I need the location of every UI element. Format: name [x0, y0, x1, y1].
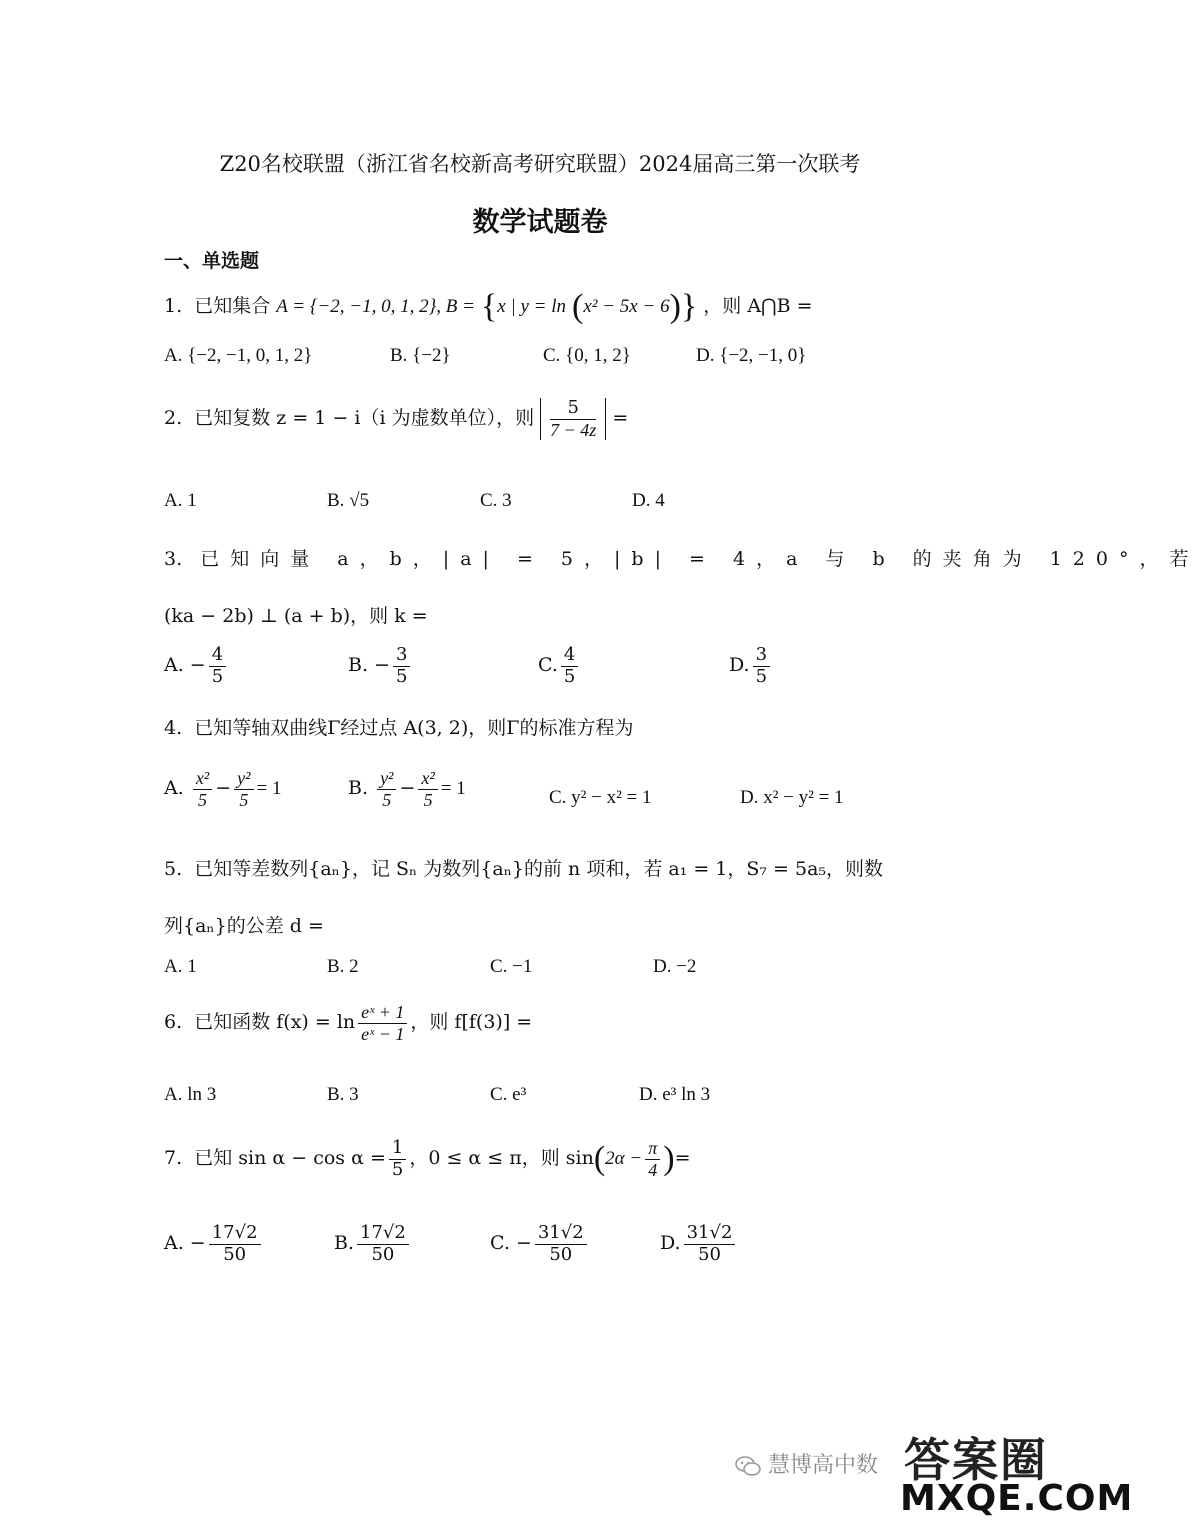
q1-option-b: B. {−2} — [390, 345, 451, 366]
logo-site-text: MXQE.COM — [900, 1478, 1134, 1519]
q6-option-d: D. e³ ln 3 — [639, 1084, 711, 1105]
q6-option-b: B. 3 — [327, 1084, 359, 1105]
q7-option-d: D. $\frac{31√2}{50}$ — [660, 1223, 738, 1265]
question-tail: ，则 f[f(3)] = — [410, 1011, 533, 1034]
q6-option-c: C. e³ — [490, 1084, 527, 1105]
q3-option-c: C. $\frac{4}{5}$ — [538, 645, 581, 687]
q4-option-c: C. y² − x² = 1 — [549, 787, 652, 808]
question-4 — [164, 713, 633, 740]
q3-option-d: D. $\frac{3}{5}$ — [729, 645, 773, 687]
question-2 — [164, 398, 628, 440]
wechat-icon — [734, 1455, 762, 1477]
question-5 — [164, 854, 883, 881]
question-number: 5. — [164, 858, 183, 880]
absolute-value: $\frac{5}{7 - 4z}$ — [540, 398, 606, 440]
question-6: 6. 已知函数 f(x) = ln $\frac{\text{eˣ + 1}}{\text{eˣ − 1}}$ ，则 f[f(3)] = — [164, 1002, 533, 1044]
question-number: 7. — [164, 1147, 183, 1170]
question-3-line-2: (ka − 2b) ⊥ (a + b)，则 k = — [164, 605, 428, 627]
q3-option-b: B. − $\frac{3}{5}$ — [348, 645, 413, 687]
question-stem-line-1: 已知等差数列{aₙ}，记 Sₙ 为数列{aₙ}的前 n 项和，若 a₁ = 1，S₇ = 5a₅，则数 — [194, 858, 884, 880]
logo-brand-text: 答案圈 — [904, 1433, 1048, 1487]
question-number: 6. — [164, 1011, 183, 1034]
question-stem-line-1: 已知向量 a，b，|a| = 5，|b| = 4，a 与 b 的夹角为 120°，若 — [200, 548, 1199, 570]
q5-option-c: C. −1 — [490, 956, 533, 977]
question-stem: 已知复数 z = 1 − i（i 为虚数单位），则 — [194, 407, 535, 430]
set-a: A = {−2, −1, 0, 1, 2}, B = — [276, 296, 475, 317]
q6-option-a: A. ln 3 — [164, 1084, 217, 1105]
question-tail: ，则 A⋂B = — [703, 295, 813, 317]
site-logo — [900, 1420, 1134, 1528]
question-tail: = — [612, 407, 629, 430]
question-5-line-2: 列{aₙ}的公差 d = — [164, 915, 324, 937]
q3-option-a: A. − $\frac{4}{5}$ — [164, 645, 229, 687]
question-number: 1. — [164, 295, 183, 317]
question-3 — [164, 544, 1199, 571]
q5-option-a: A. 1 — [164, 956, 197, 977]
q4-option-d: D. x² − y² = 1 — [740, 787, 844, 808]
q1-option-d: D. {−2, −1, 0} — [696, 345, 807, 366]
question-1: 1. 已知集合 A = {−2, −1, 0, 1, 2}, B = {x | y = ln (x² − 5x − 6)} ，则 A⋂B = — [164, 288, 813, 325]
set-b-expr: x² − 5x − 6 — [583, 296, 670, 317]
wechat-watermark: 慧博高中数 — [734, 1448, 878, 1479]
q2-option-b: B. √5 — [327, 490, 370, 511]
set-b: x | y = ln — [497, 296, 566, 317]
q1-option-a: A. {−2, −1, 0, 1, 2} — [164, 345, 313, 366]
exam-title: 数学试题卷 — [472, 207, 608, 238]
question-stem: 已知 sin α − cos α = — [194, 1147, 386, 1170]
question-number: 2. — [164, 407, 183, 430]
q7-option-c: C. − $\frac{31√2}{50}$ — [490, 1223, 590, 1265]
question-number: 3. — [164, 548, 183, 570]
q2-option-a: A. 1 — [164, 490, 197, 511]
q1-option-c: C. {0, 1, 2} — [543, 345, 631, 366]
q7-option-a: A. − $\frac{17√2}{50}$ — [164, 1223, 264, 1265]
q7-option-b: B. $\frac{17√2}{50}$ — [334, 1223, 412, 1265]
q5-option-b: B. 2 — [327, 956, 359, 977]
q2-option-d: D. 4 — [632, 490, 665, 511]
question-stem: 已知函数 f(x) = ln — [194, 1011, 356, 1034]
q2-option-c: C. 3 — [480, 490, 512, 511]
q4-option-b: B. $\frac{\text{y²}}{5}$ − $\frac{\text{x²}}{5}$ = 1 — [348, 768, 466, 810]
section-heading: 一、单选题 — [164, 250, 260, 272]
question-number: 4. — [164, 717, 183, 739]
question-stem: 已知集合 — [194, 295, 271, 317]
question-7: 7. 已知 sin α − cos α = $\frac{1}{5}$ ，0 ≤ α ≤ π，则 sin(2α − $\frac{\pi}{4}$ )= — [164, 1137, 691, 1180]
q5-option-d: D. −2 — [653, 956, 697, 977]
q4-option-a: A. $\frac{\text{x²}}{5}$ − $\frac{\text{y²}}{5}$ = 1 — [164, 768, 282, 810]
question-stem: 已知等轴双曲线Γ经过点 A(3, 2)，则Γ的标准方程为 — [194, 717, 634, 739]
exam-header: Z20名校联盟（浙江省名校新高考研究联盟）2024届高三第一次联考 — [219, 152, 861, 176]
